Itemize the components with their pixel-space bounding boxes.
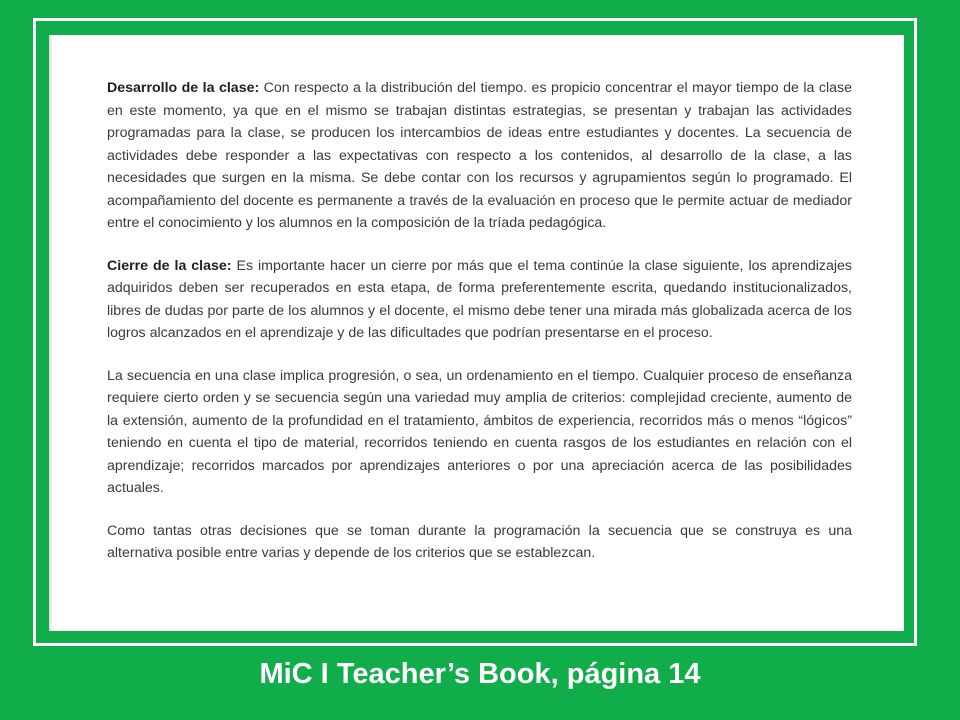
- paragraph-text: Es importante hacer un cierre por más que el tema continúe la clase siguiente, los aprendizajes adquiridos deben ser recuperados en esta etapa, de forma preferentemente escrita, quedando institucionalizados, libres de dudas por parte de los alumnos y el docente, el mismo debe tener una mirada más globalizada acerca de los logros alcanzados en el aprendizaje y de las dificultades que podrían presentarse en el proceso.: [107, 257, 852, 341]
- slide-caption: MiC I Teacher’s Book, página 14: [259, 658, 701, 690]
- paragraph-text: Con respecto a la distribución del tiempo. es propicio concentrar el mayor tiempo de la clase en este momento, ya que en el mismo se trabajan distintas estrategias, se presentan y trabajan las actividades programadas para la clase, se producen los intercambios de ideas entre estudiantes y docentes. La secuencia de actividades debe responder a las expectativas con respecto a los contenidos, al desarrollo de la clase, a las necesidades que surgen en la misma. Se debe contar con los recursos y agrupamientos según lo programado. El acompañamiento del docente es permanente a través de la evaluación en proceso que le permite actuar de mediador entre el conocimiento y los alumnos en la composición de la tríada pedagógica.: [107, 80, 852, 231]
- paragraph-text: La secuencia en una clase implica progresión, o sea, un ordenamiento en el tiempo. Cualquier proceso de enseñanza requiere cierto orden y se secuencia según una variedad muy amplia de criterios: complejidad creciente, aumento de la extensión, aumento de la profundidad en el tratamiento, ámbitos de experiencia, recorridos más o menos “lógicos” teniendo en cuenta el tipo de material, recorridos teniendo en cuenta rasgos de los estudiantes en relación con el aprendizaje; recorridos marcados por aprendizajes anteriores o por una apreciación acerca de las posibilidades actuales.: [107, 367, 852, 496]
- paragraph-desarrollo: [107, 77, 852, 235]
- paragraph-heading: Cierre de la clase:: [107, 257, 232, 274]
- paragraph-text: Como tantas otras decisiones que se toman durante la programación la secuencia que se construya es una alternativa posible entre varias y depende de los criterios que se establezcan.: [107, 522, 852, 561]
- paragraph-decisiones: [107, 520, 852, 565]
- book-page-scan: [49, 35, 904, 631]
- paragraph-cierre: [107, 255, 852, 345]
- paragraph-secuencia: [107, 365, 852, 500]
- paragraph-heading: Desarrollo de la clase:: [107, 80, 260, 96]
